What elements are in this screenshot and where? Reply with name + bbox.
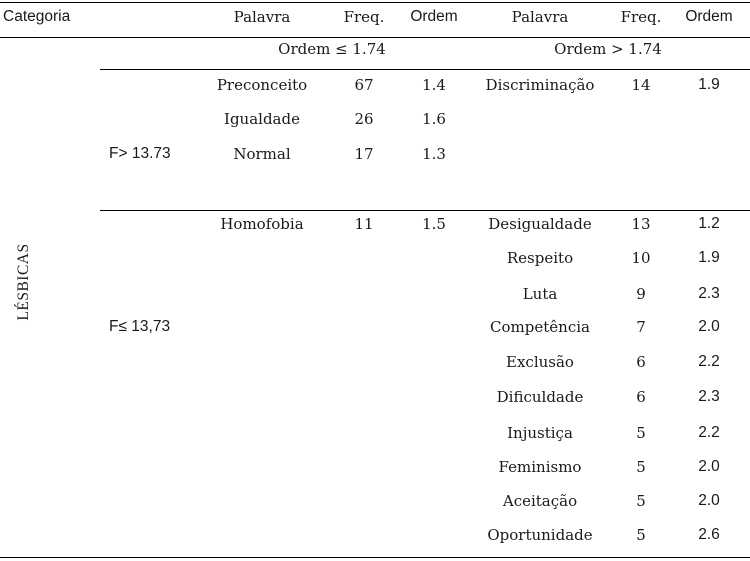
subheader-rule	[100, 69, 750, 70]
cell-palavra: Aceitação	[502, 492, 578, 510]
cell-freq: 10	[631, 249, 651, 267]
cell-palavra: Competência	[490, 318, 590, 336]
cell-freq: 7	[636, 318, 646, 336]
cell-ordem: 2.0	[698, 318, 720, 335]
subheader-ordem-low: Ordem ≤ 1.74	[278, 40, 386, 58]
cell-palavra: Exclusão	[506, 353, 574, 371]
bottom-rule	[0, 557, 750, 558]
group-divider-rule	[100, 210, 750, 211]
cell-ordem: 2.2	[698, 424, 720, 441]
cell-palavra: Normal	[233, 145, 291, 163]
category-label: LÉSBICAS	[15, 243, 32, 321]
cell-ordem: 2.2	[698, 353, 720, 370]
cell-palavra: Desigualdade	[488, 215, 592, 233]
cell-palavra: Homofobia	[220, 215, 304, 233]
cell-palavra: Injustiça	[507, 424, 573, 442]
header-rule	[0, 37, 750, 38]
cell-ordem: 1.9	[698, 76, 720, 93]
group-label-low: F≤ 13,73	[109, 318, 171, 335]
cell-palavra: Oportunidade	[487, 526, 593, 544]
top-rule	[0, 2, 750, 3]
cell-ordem: 2.0	[698, 458, 720, 475]
cell-palavra: Preconceito	[216, 76, 308, 94]
cell-freq: 14	[631, 76, 651, 94]
cell-ordem: 1.5	[422, 215, 446, 233]
cell-ordem: 2.3	[698, 285, 720, 302]
cell-ordem: 1.6	[422, 110, 446, 128]
cell-ordem: 1.2	[698, 215, 720, 232]
cell-ordem: 2.0	[698, 492, 720, 509]
cell-freq: 26	[354, 110, 374, 128]
cell-palavra: Respeito	[506, 249, 574, 267]
cell-palavra: Dificuldade	[496, 388, 584, 406]
cell-freq: 5	[636, 424, 646, 442]
cell-ordem: 2.3	[698, 388, 720, 405]
header-categoria: Categoria	[3, 8, 71, 25]
cell-freq: 67	[354, 76, 374, 94]
cell-freq: 5	[636, 458, 646, 476]
cell-freq: 6	[636, 353, 646, 371]
header-ordem-right: Ordem	[685, 8, 733, 25]
cell-palavra: Discriminação	[485, 76, 595, 94]
cell-freq: 9	[636, 285, 646, 303]
header-palavra-left: Palavra	[233, 8, 291, 26]
cell-freq: 5	[636, 526, 646, 544]
cell-palavra: Feminismo	[498, 458, 582, 476]
cell-freq: 13	[631, 215, 651, 233]
cell-freq: 6	[636, 388, 646, 406]
cell-ordem: 2.6	[698, 526, 720, 543]
subheader-ordem-high: Ordem > 1.74	[554, 40, 662, 58]
cell-ordem: 1.3	[422, 145, 446, 163]
cell-freq: 11	[354, 215, 374, 233]
cell-ordem: 1.4	[422, 76, 446, 94]
cell-freq: 17	[354, 145, 374, 163]
header-freq-right: Freq.	[620, 8, 662, 26]
cell-freq: 5	[636, 492, 646, 510]
header-palavra-right: Palavra	[511, 8, 569, 26]
header-freq-left: Freq.	[343, 8, 385, 26]
cell-ordem: 1.9	[698, 249, 720, 266]
header-ordem-left: Ordem	[410, 8, 458, 25]
cell-palavra: Igualdade	[224, 110, 300, 128]
cell-palavra: Luta	[522, 285, 558, 303]
group-label-high: F> 13.73	[109, 145, 171, 162]
